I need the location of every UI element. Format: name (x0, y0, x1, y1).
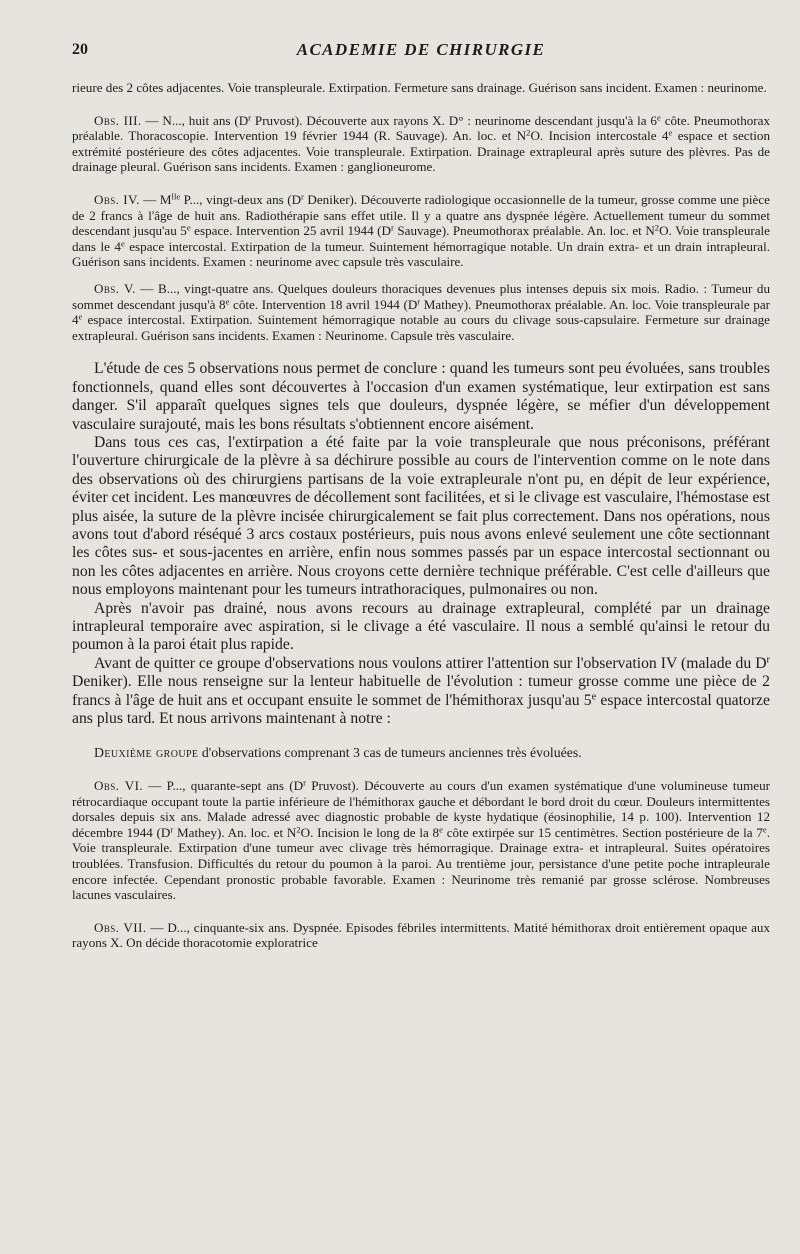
running-head (72, 38, 770, 62)
group-2-heading: Deuxième groupe d'observations comprenant 3 cas de tumeurs anciennes très évoluées. (94, 745, 582, 761)
observation-7: Obs. VII. — D..., cinquante-six ans. Dyspnée. Episodes fébriles intermittents. Matité hémithorax droit entièrement opaque aux rayons X. On décide thoracotomie exploratrice (72, 919, 770, 951)
observation-label: Obs. VII. (94, 919, 147, 935)
group-label: Deuxième groupe (94, 745, 199, 761)
observation-label: Obs. III. (94, 112, 142, 128)
observation-6: Obs. VI. — P..., quarante-sept ans ($D^r$ Pruvost). Découverte au cours d'un examen systématique d'une volumineuse tumeur rétrocardiaque occupant toute la partie inférieure de l'hémithorax gauche et débordant le bord droit du cœur. Douleurs intermittentes dorsales depuis six ans. Malade adressé avec diagnostic probable de kyste hydatique (éosinophilie, 14 p. 100). Intervention 12 décembre 1944 ($D^r$ Mathey). An. loc. et $N^2O$. Incision le long de la 8e côte extirpée sur 15 centimètres. Section postérieure de la 7e. Voie transpleurale. Extirpation d'une tumeur avec clivage très hémorragique. Drainage extra- et intrapleural. Suites opératoires troublées. Transfusion. Difficultés du retour du poumon à la paroi. Au trentième jour, persistance d'une petite poche intrapleurale encore infectée. Cependant pronostic probable favorable. Examen : Neurinome très remanié par grosse sclérose. Nombreuses lacunes vasculaires. (72, 777, 770, 903)
body-paragraph-2: Dans tous ces cas, l'extirpation a été faite par la voie transpleurale que nous préconisons, préférant l'ouverture chirurgicale de la plèvre à sa déchirure possible au cours de l'intervention comme on le note dans des observations où des chirurgiens partisans de la voie extrapleurale n'ont pu, en dépit de leur expérience, éviter cet incident. Les manœuvres de décollement sont facilitées, et si le clivage est vasculaire, l'hémostase est plus aisée, la suture de la plèvre incisée chirurgicalement se fait plus correctement. Dans nos opérations, nous avons tout d'abord réséqué 3 arcs costaux postérieurs, puis nous avons enlevé seulement une côte sectionnant les côtes sus- et sous-jacentes en arrière, enfin nous sommes passés par un espace intercostal sectionnant ou non les côtes adjacentes en arrière. Nous croyons cette dernière technique préférable. C'est celle d'ailleurs que nous employons maintenant pour les tumeurs intrathoraciques, pulmonaires ou non. (72, 433, 770, 599)
body-paragraph-3: Après n'avoir pas drainé, nous avons recours au drainage extrapleural, complété par un drainage intrapleural temporaire avec aspiration, si le clivage a été vasculaire. Il nous a semblé qu'ainsi le retour du poumon à la paroi était plus rapide. (72, 599, 770, 654)
observation-2-continued: rieure des 2 côtes adjacentes. Voie transpleurale. Extirpation. Fermeture sans drainage. Guérison sans incident. Examen : neurinome. (72, 80, 767, 95)
body-paragraph-4: Avant de quitter ce groupe d'observations nous voulons attirer l'attention sur l'observation IV (malade du $D^r$ Deniker). Elle nous renseigne sur la lenteur habituelle de l'évolution : tumeur grosse comme une pièce de 2 francs à l'âge de huit ans et occupant ensuite le sommet de l'hémithorax jusqu'au 5e espace intercostal quatorze ans plus tard. Et nous arrivons maintenant à notre : (72, 654, 770, 728)
journal-title: ACADEMIE DE CHIRURGIE (296, 40, 546, 59)
observation-label: Obs. IV. (94, 191, 140, 207)
observation-4: Obs. IV. — $M^{lle}$ P..., vingt-deux ans ($D^r$ Deniker). Découverte radiologique occasionnelle de la tumeur, grosse comme une pièce de 2 francs à l'âge de huit ans. Radiothérapie sans effet utile. Il y a quatre ans dyspnée légère. Actuellement tumeur du sommet descendant jusqu'au 5e espace. Intervention 25 avril 1944 ($D^r$ Sauvage). Pneumothorax préalable. An. loc. et $N^2O$. Voie transpleurale dans le 4e espace intercostal. Extirpation de la tumeur. Suintement hémorragique notable. Un drain extra- et un drain intrapleural. Guérison sans incidents. Examen : neurinome avec capsule très vasculaire. (72, 191, 770, 270)
observation-label: Obs. V. (94, 280, 136, 296)
page-number: 20 (72, 41, 88, 58)
body-paragraph-1: L'étude de ces 5 observations nous permet de conclure : quand les tumeurs sont peu évoluées, sans troubles fonctionnels, quand elles sont découvertes à l'occasion d'un examen systématique, leur extirpation est sans danger. S'il apparaît quelques signes tels que douleurs, dyspnée légère, se méfier d'un développement vasculaire surajouté, mais les bons résultats s'obtiennent encore aisément. (72, 360, 770, 433)
observation-5: Obs. V. — B..., vingt-quatre ans. Quelques douleurs thoraciques devenues plus intenses depuis six mois. Radio. : Tumeur du sommet descendant jusqu'à 8e côte. Intervention 18 avril 1944 ($D^r$ Mathey). Pneumothorax préalable. An. loc. Voie transpleurale par 4e espace intercostal. Extirpation. Suintement hémorragique notable au cours du clivage sous-capsulaire. Fermeture sur drainage extrapleural. Guérison sans incidents. Examen : Neurinome. Capsule très vasculaire. (72, 280, 771, 343)
observation-3: Obs. III. — N..., huit ans ($D^r$ Pruvost). Découverte aux rayons X. D° : neurinome descendant jusqu'à la 6e côte. Pneumothorax préalable. Thoracoscopie. Intervention 19 février 1944 (R. Sauvage). An. loc. et $N^2O$. Incision intercostale 4e espace et section extrémité postérieure des côtes adjacentes. Voie transpleurale. Extirpation. Drainage extrapleural après suture des plèvres. Pas de drainage pleural. Guérison sans incidents. Examen : ganglioneurome. (72, 111, 771, 175)
observation-label: Obs. VI. (94, 778, 144, 794)
